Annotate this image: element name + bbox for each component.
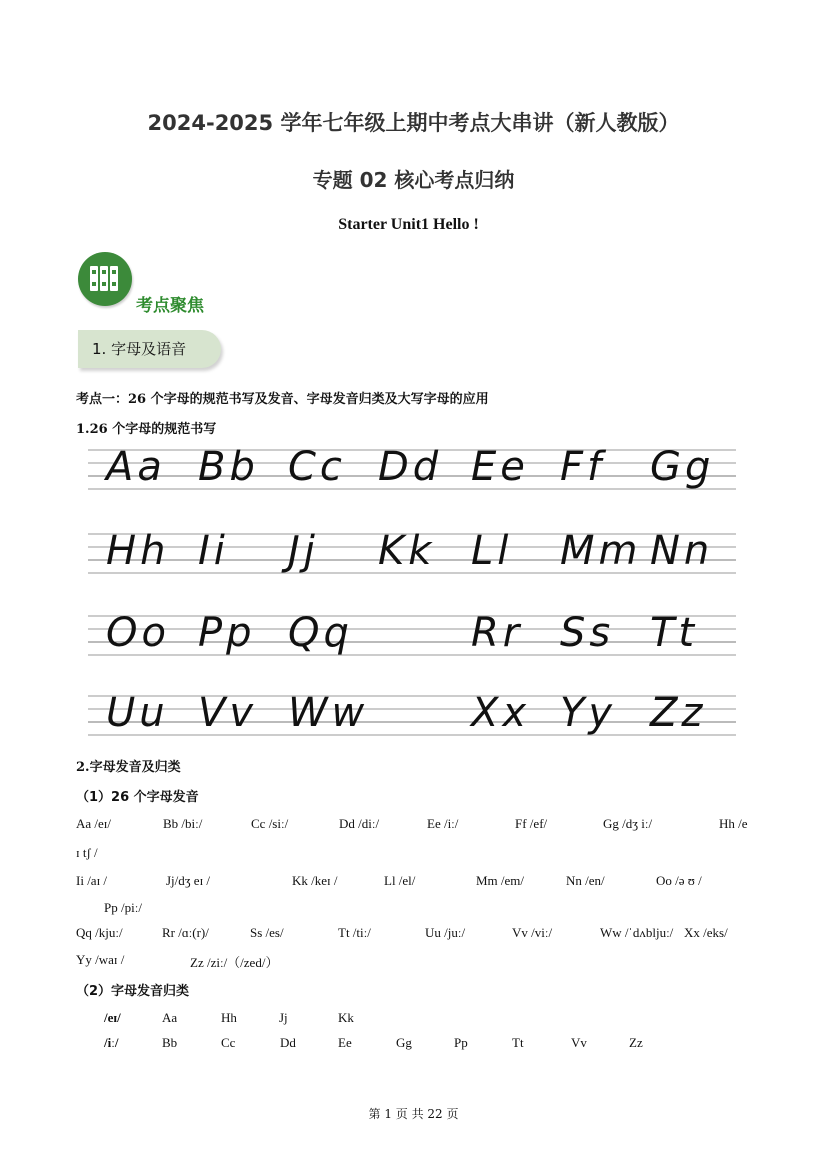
handwriting-letter-pair: Aa <box>106 444 166 490</box>
handwriting-letter-pair: Ff <box>560 444 606 490</box>
page-footer: 第 1 页 共 22 页 <box>368 1107 459 1121</box>
phonetic-r: Rr /ɑː(r)/ <box>162 925 209 940</box>
handwriting-letter-pair: Rr <box>471 610 524 656</box>
classify-letter: Ee <box>338 1035 352 1050</box>
handwriting-letter-pair: Gg <box>650 444 715 490</box>
classify-letter: Aa <box>162 1010 178 1025</box>
classify-letter: Vv <box>571 1035 587 1050</box>
unit-title: Starter Unit1 Hello ! <box>338 216 479 233</box>
classify-letter: Bb <box>162 1035 178 1050</box>
classify-letter: Cc <box>221 1035 236 1050</box>
phonetic-g: Gg /dʒ iː/ <box>603 816 653 831</box>
subheading-classify: （2）字母发音归类 <box>76 984 190 999</box>
phonetic-p: Pp /piː/ <box>104 900 142 915</box>
phonetic-t: Tt /tiː/ <box>338 925 371 940</box>
document-subtitle: 专题 02 核心考点归纳 <box>312 168 515 192</box>
classify-letter: Kk <box>338 1010 354 1025</box>
point-heading: 考点一：26 个字母的规范书写及发音、字母发音归类及大写字母的应用 <box>76 392 489 407</box>
handwriting-letter-pair: Kk <box>378 528 436 574</box>
handwriting-letter-pair: Mm <box>560 528 642 574</box>
handwriting-letter-pair: Qq <box>288 610 353 656</box>
phonetic-j: Jj/dʒ eɪ / <box>166 873 211 888</box>
phonetic-o: Oo /ə ʊ / <box>656 873 702 888</box>
phonetic-x: Xx /eks/ <box>684 925 728 940</box>
phonetic-c: Cc /siː/ <box>251 816 289 831</box>
handwriting-letter-pair: Tt <box>650 610 699 656</box>
classify-letter: Jj <box>279 1010 288 1025</box>
classify-letter: Gg <box>396 1035 412 1050</box>
handwriting-letter-pair: Oo <box>106 610 170 656</box>
handwriting-letter-pair: Cc <box>288 444 346 490</box>
handwriting-letter-pair: Pp <box>198 610 256 656</box>
handwriting-chart <box>88 442 738 752</box>
handwriting-letter-pair: Ii <box>198 528 229 574</box>
phonetic-a: Aa /eɪ/ <box>76 816 112 831</box>
handwriting-letter-pair: Dd <box>378 444 443 490</box>
classify-letter: Dd <box>280 1035 296 1050</box>
topic-pill: 1. 字母及语音 <box>78 330 221 368</box>
handwriting-letter-pair: Vv <box>198 690 258 736</box>
item-heading-sounds: 2.字母发音及归类 <box>76 760 181 775</box>
phonetic-u: Uu /juː/ <box>425 925 466 940</box>
handwriting-letter-pair: Hh <box>106 528 170 574</box>
handwriting-letter-pair: Zz <box>650 690 707 736</box>
section-heading: 考点聚焦 <box>136 296 204 316</box>
handwriting-letter-pair: Ww <box>288 690 369 736</box>
phonetic-w: Ww /ˈdʌbljuː/ <box>600 925 674 940</box>
book-binders-icon <box>78 252 132 306</box>
phonetic-k: Kk /keɪ / <box>292 873 338 888</box>
phonetic-d: Dd /diː/ <box>339 816 380 831</box>
handwriting-letter-pair: Yy <box>560 690 617 736</box>
subheading-sounds: （1）26 个字母发音 <box>76 790 199 805</box>
classify-sound-ei: /eɪ/ <box>104 1010 121 1025</box>
document-title: 2024-2025 学年七年级上期中考点大串讲（新人教版） <box>147 111 680 135</box>
phonetic-l: Ll /el/ <box>384 873 416 888</box>
phonetic-z: Zz /ziː/（/zed/） <box>190 955 279 970</box>
classify-sound-ii: /iː/ <box>104 1035 119 1050</box>
phonetic-s: Ss /es/ <box>250 925 284 940</box>
phonetic-q: Qq /kjuː/ <box>76 925 123 940</box>
handwriting-letter-pair: Jj <box>288 528 319 574</box>
phonetic-e: Ee /iː/ <box>427 816 459 831</box>
phonetic-h: Hh /e <box>719 816 748 831</box>
classify-letter: Zz <box>629 1035 643 1050</box>
classify-letter: Pp <box>454 1035 468 1050</box>
phonetic-v: Vv /viː/ <box>512 925 553 940</box>
phonetic-n: Nn /en/ <box>566 873 605 888</box>
phonetic-b: Bb /biː/ <box>163 816 203 831</box>
handwriting-letter-pair: Uu <box>106 690 169 736</box>
handwriting-letter-pair: Ll <box>471 528 513 574</box>
classify-letter: Hh <box>221 1010 237 1025</box>
phonetic-m: Mm /em/ <box>476 873 525 888</box>
phonetic-f: Ff /ef/ <box>515 816 548 831</box>
classify-letter: Tt <box>512 1035 524 1050</box>
handwriting-letter-pair: Xx <box>471 690 531 736</box>
phonetic-h-cont: ɪ tʃ / <box>76 845 98 860</box>
handwriting-letter-pair: Ee <box>471 444 529 490</box>
handwriting-letter-pair: Bb <box>198 444 259 490</box>
handwriting-letter-pair: Nn <box>650 528 714 574</box>
phonetic-y: Yy /waɪ / <box>76 952 125 967</box>
handwriting-letter-pair: Ss <box>560 610 615 656</box>
phonetic-i: Ii /aɪ / <box>76 873 108 888</box>
item-heading-writing: 1.26 个字母的规范书写 <box>76 422 217 437</box>
